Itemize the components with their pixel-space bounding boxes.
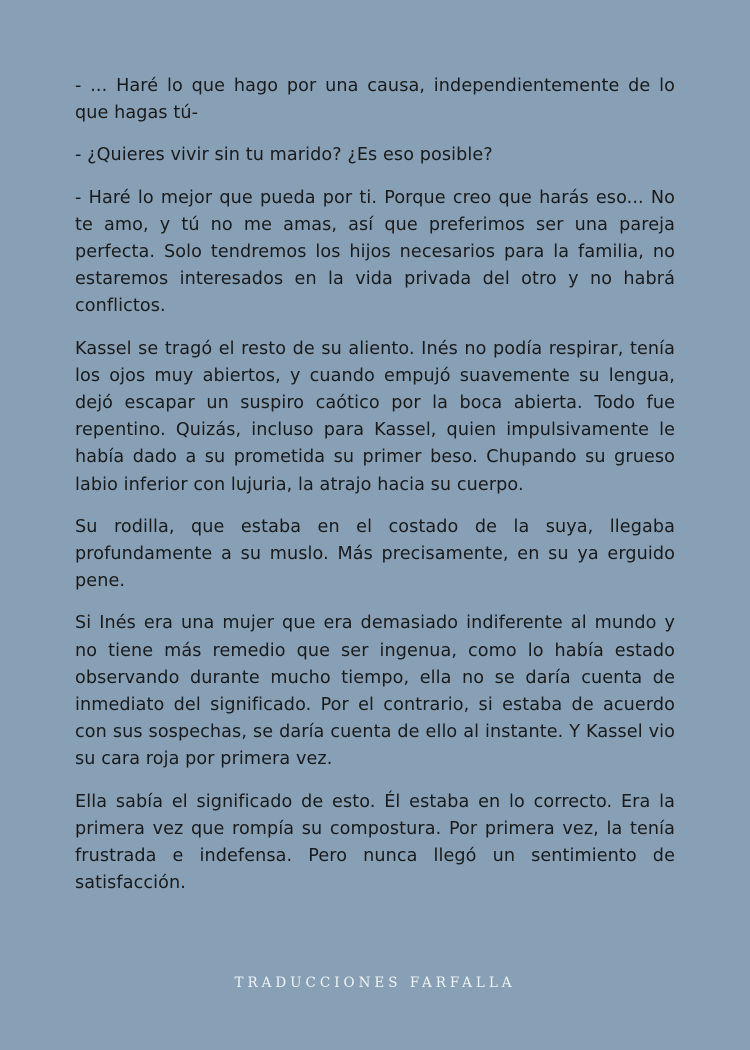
document-body xyxy=(75,73,675,912)
paragraph-3: - Haré lo mejor que pueda por ti. Porque creo que harás eso... No te amo, y tú no me amas, así que preferimos ser una pareja perfecta. Solo tendremos los hijos necesarios para la familia, no estaremos interesados en la vida privada del otro y no habrá conflictos. xyxy=(75,187,675,317)
paragraph-7: Ella sabía el significado de esto. Él estaba en lo correcto. Era la primera vez que rompía su compostura. Por primera vez, la tenía frustrada e indefensa. Pero nunca llegó un sentimiento de satisfacción. xyxy=(75,791,675,894)
paragraph-1: - ... Haré lo que hago por una causa, independientemente de lo que hagas tú- xyxy=(75,76,675,124)
footer-credit: TRADUCCIONES FARFALLA xyxy=(234,975,516,991)
paragraph-6: Si Inés era una mujer que era demasiado indiferente al mundo y no tiene más remedio que ser ingenua, como lo había estado observando durante mucho tiempo, ella no se daría cuenta de inmediato del significado. Por el contrario, si estaba de acuerdo con sus sospechas, se daría cuenta de ello al instante. Y Kassel vio su cara roja por primera vez. xyxy=(75,613,675,770)
paragraph-5: Su rodilla, que estaba en el costado de la suya, llegaba profundamente a su muslo. Más precisamente, en su ya erguido pene. xyxy=(75,516,675,592)
paragraph-2: - ¿Quieres vivir sin tu marido? ¿Es eso posible? xyxy=(75,145,493,166)
paragraph-4: Kassel se tragó el resto de su aliento. Inés no podía respirar, tenía los ojos muy abiertos, y cuando empujó suavemente su lengua, dejó escapar un suspiro caótico por la boca abierta. Todo fue repentino. Quizás, incluso para Kassel, quien impulsivamente le había dado a su prometida su primer beso. Chupando su grueso labio inferior con lujuria, la atrajo hacia su cuerpo. xyxy=(75,338,675,495)
